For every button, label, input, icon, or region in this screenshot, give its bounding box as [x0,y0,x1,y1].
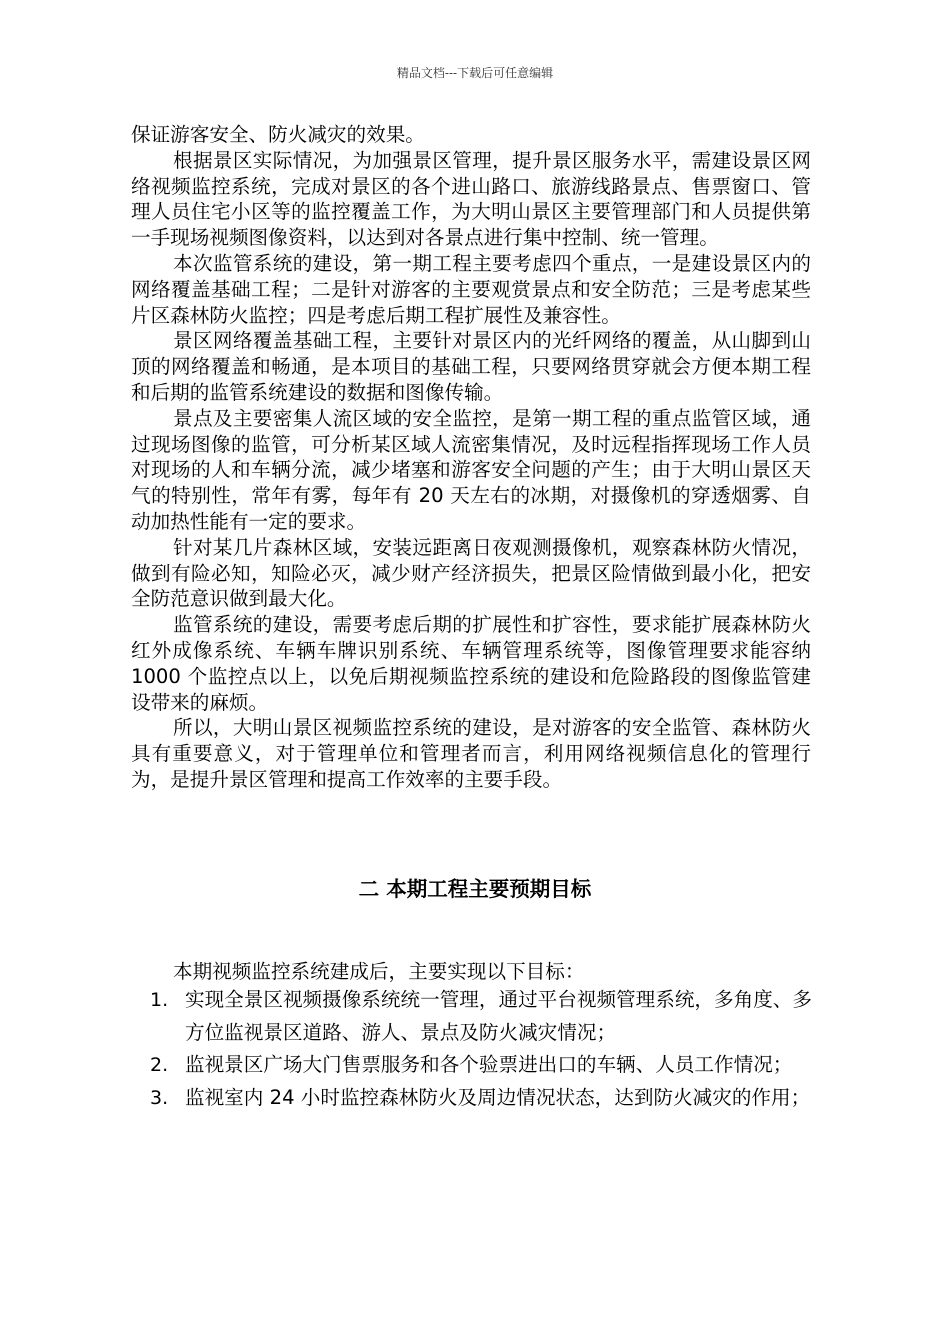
paragraph-1: 保证游客安全、防火减灾的效果。 [131,123,425,146]
list-item [150,1082,812,1115]
list-item-text: 实现全景区视频摄像系统统一管理，通过平台视频管理系统，多角度、多方位监视景区道路、游人、景点及防火减灾情况； [185,988,812,1044]
paragraph-6: 针对某几片森林区域，安装远距离日夜观测摄像机，观察森林防火情况，做到有险必知，知险必灭，减少财产经济损失，把景区险情做到最小化，把安全防范意识做到最大化。 [131,535,811,611]
list-number: 1. [150,989,169,1011]
section-heading: 二 本期工程主要预期目标 [358,877,592,901]
goals-list [150,984,812,1114]
page-header: 精品文档---下载后可任意编辑 [396,66,554,80]
list-item [150,1049,812,1082]
goals-intro: 本期视频监控系统建成后，主要实现以下目标： [173,960,585,983]
paragraph-7: 监管系统的建设，需要考虑后期的扩展性和扩容性，要求能扩展森林防火红外成像系统、车辆车牌识别系统、车辆管理系统等，图像管理要求能容纳 1000 个监控点以上，以免后期视频监控系统的建设和危险路段的图像监管建设带来的麻烦。 [131,613,811,714]
body-text [131,122,811,793]
list-number: 3. [150,1086,169,1109]
paragraph-5: 景点及主要密集人流区域的安全监控，是第一期工程的重点监管区域，通过现场图像的监管，可分析某区域人流密集情况，及时远程指挥现场工作人员对现场的人和车辆分流，减少堵塞和游客安全问题的产生；由于大明山景区天气的特别性，常年有雾，每年有 20 天左右的冰期，对摄像机的穿透烟雾、自动加热性能有一定的要求。 [131,406,811,533]
paragraph-4: 景区网络覆盖基础工程，主要针对景区内的光纤网络的覆盖，从山脚到山顶的网络覆盖和畅通，是本项目的基础工程，只要网络贯穿就会方便本期工程和后期的监管系统建设的数据和图像传输。 [131,329,811,404]
list-item-text: 监视景区广场大门售票服务和各个验票进出口的车辆、人员工作情况； [185,1053,793,1076]
list-item-text: 监视室内 24 小时监控森林防火及周边情况状态，达到防火减灾的作用； [185,1085,811,1109]
paragraph-8: 所以，大明山景区视频监控系统的建设，是对游客的安全监管、森林防火具有重要意义，对于管理单位和管理者而言，利用网络视频信息化的管理行为，是提升景区管理和提高工作效率的主要手段。 [131,716,811,791]
paragraph-2: 根据景区实际情况，为加强景区管理，提升景区服务水平，需建设景区网络视频监控系统，完成对景区的各个进山路口、旅游线路景点、售票窗口、管理人员住宅小区等的监控覆盖工作，为大明山景区主要管理部门和人员提供第一手现场视频图像资料，以达到对各景点进行集中控制、统一管理。 [131,148,811,250]
list-item [150,984,812,1049]
paragraph-3: 本次监管系统的建设，第一期工程主要考虑四个重点，一是建设景区内的网络覆盖基础工程；二是针对游客的主要观赏景点和安全防范；三是考虑某些片区森林防火监控；四是考虑后期工程扩展性及兼容性。 [131,251,811,327]
list-number: 2. [150,1054,169,1076]
